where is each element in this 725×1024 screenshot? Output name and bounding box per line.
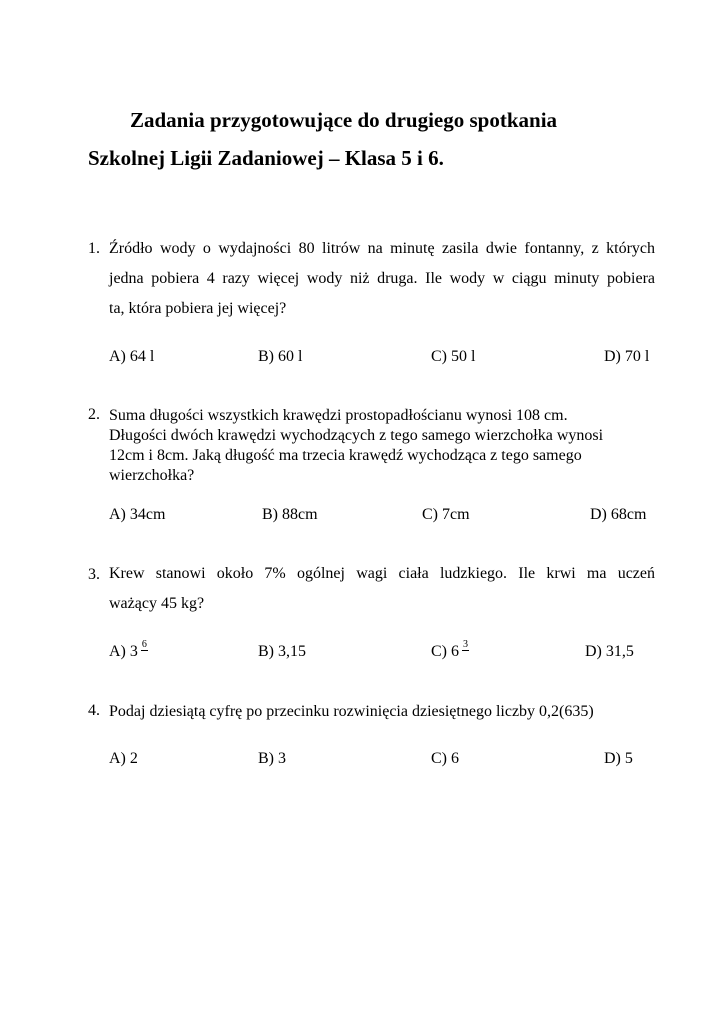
- question-2-line-3: 12cm i 8cm. Jaką długość ma trzecia krawędź wychodząca z tego samego: [109, 447, 582, 464]
- question-3-answer-c: [431, 639, 469, 661]
- question-3-answer-c-prefix: C) 6: [431, 643, 459, 660]
- question-4-answer-d: D) 5: [604, 750, 633, 767]
- question-1-answer-c: C) 50 l: [431, 348, 476, 365]
- question-4-answer-b: B) 3: [258, 750, 286, 767]
- question-3-answer-b: B) 3,15: [258, 643, 306, 660]
- question-1-line-2: jedna pobiera 4 razy więcej wody niż druga. Ile wody w ciągu minuty pobiera: [109, 270, 655, 287]
- question-1-answer-d: D) 70 l: [604, 348, 650, 365]
- question-1-answer-a: A) 64 l: [109, 348, 155, 365]
- question-4-answer-a: A) 2: [109, 750, 138, 767]
- title-line-1: Zadania przygotowujące do drugiego spotkania: [130, 108, 558, 132]
- question-3-answer-c-fraction: 3: [463, 639, 468, 650]
- question-2-number: 2.: [88, 406, 100, 423]
- question-2-text: [109, 406, 603, 486]
- question-4-number: 4.: [88, 702, 100, 719]
- question-4-answer-c: C) 6: [431, 750, 459, 767]
- question-3-line-1: Krew stanowi około 7% ogólnej wagi ciała ludzkiego. Ile krwi ma uczeń: [109, 565, 655, 582]
- question-2-line-4: wierzchołka?: [109, 467, 195, 484]
- question-2-line-2: Długości dwóch krawędzi wychodzących z tego samego wierzchołka wynosi: [109, 427, 604, 444]
- question-4-line-1: Podaj dziesiątą cyfrę po przecinku rozwinięcia dziesiętnego liczby 0,2(635): [109, 703, 594, 720]
- question-1-number: 1.: [88, 240, 100, 257]
- question-4-text: [109, 702, 594, 722]
- question-3-text: [109, 559, 655, 619]
- question-3-answer-d: D) 31,5: [585, 643, 634, 660]
- question-1-line-1: Źródło wody o wydajności 80 litrów na minutę zasila dwie fontanny, z których: [109, 240, 655, 257]
- question-3-answer-a: [109, 639, 148, 661]
- title-line-2: Szkolnej Ligii Zadaniowej – Klasa 5 i 6.: [88, 146, 444, 170]
- question-1-text: [109, 234, 655, 324]
- question-3-answer-a-prefix: A) 3: [109, 643, 138, 660]
- question-3-answer-a-fraction: 6: [141, 639, 147, 650]
- question-3-line-2: ważący 45 kg?: [109, 595, 205, 612]
- question-2-answer-d: D) 68cm: [590, 506, 647, 523]
- question-2-answer-b: B) 88cm: [262, 506, 318, 523]
- question-2-line-1: Suma długości wszystkich krawędzi prostopadłościanu wynosi 108 cm.: [109, 407, 568, 424]
- question-3-number: 3.: [88, 566, 100, 583]
- question-1-line-3: ta, która pobiera jej więcej?: [109, 300, 287, 317]
- question-2-answer-a: A) 34cm: [109, 506, 166, 523]
- question-1-answer-b: B) 60 l: [258, 348, 303, 365]
- question-2-answer-c: C) 7cm: [422, 506, 470, 523]
